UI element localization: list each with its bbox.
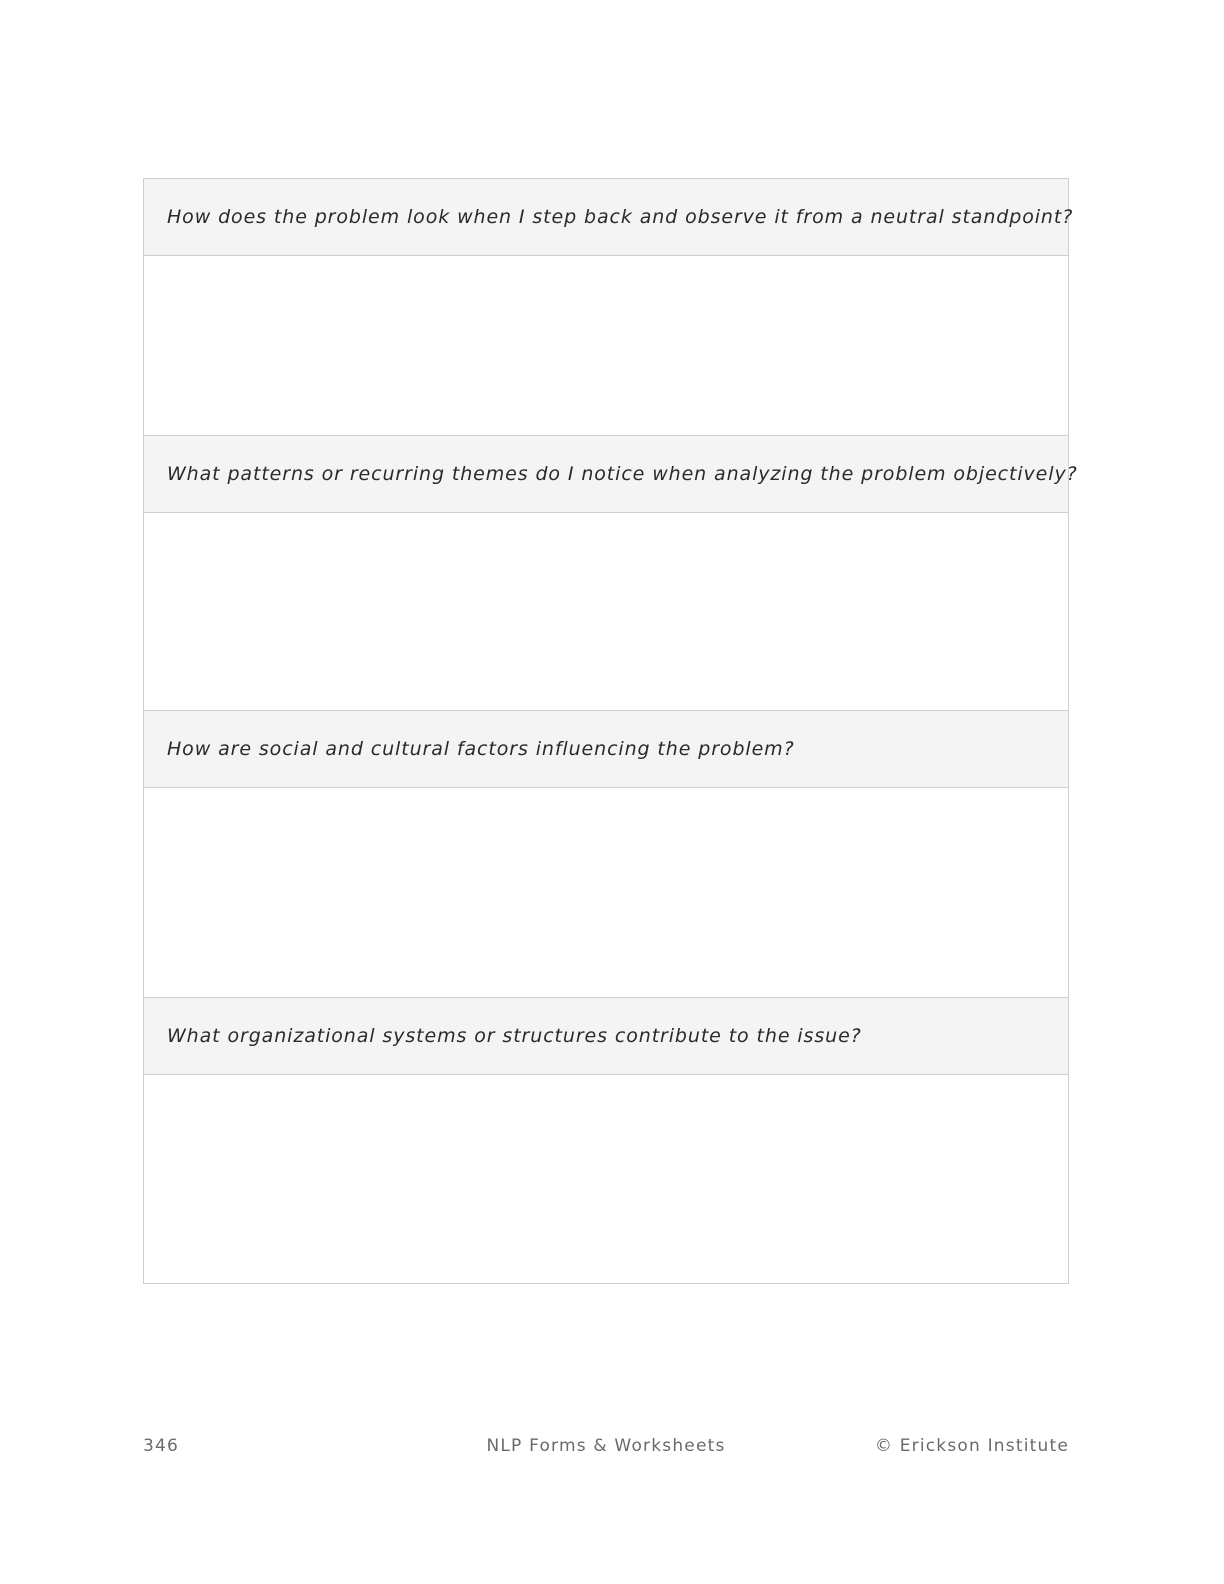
question-row-2	[144, 436, 1078, 513]
page-number: 346	[143, 1436, 180, 1456]
question-text: How does the problem look when I step back and observe it from a neutral standpoint?	[167, 206, 1074, 228]
question-row-4	[144, 998, 1068, 1075]
answer-area-2[interactable]	[144, 513, 1068, 711]
footer-copyright: © Erickson Institute	[874, 1436, 1069, 1456]
answer-area-4[interactable]	[144, 1075, 1068, 1283]
question-row-3	[144, 711, 1068, 788]
answer-area-3[interactable]	[144, 788, 1068, 998]
footer-title: NLP Forms & Worksheets	[486, 1436, 726, 1456]
page-footer	[143, 1436, 1069, 1460]
question-row-1	[144, 179, 1074, 256]
worksheet-table	[143, 178, 1078, 1284]
question-text: What organizational systems or structures contribute to the issue?	[167, 1025, 862, 1047]
answer-area-1[interactable]	[144, 256, 1068, 436]
question-text: How are social and cultural factors influencing the problem?	[167, 738, 795, 760]
question-text: What patterns or recurring themes do I notice when analyzing the problem objectively?	[167, 463, 1078, 485]
